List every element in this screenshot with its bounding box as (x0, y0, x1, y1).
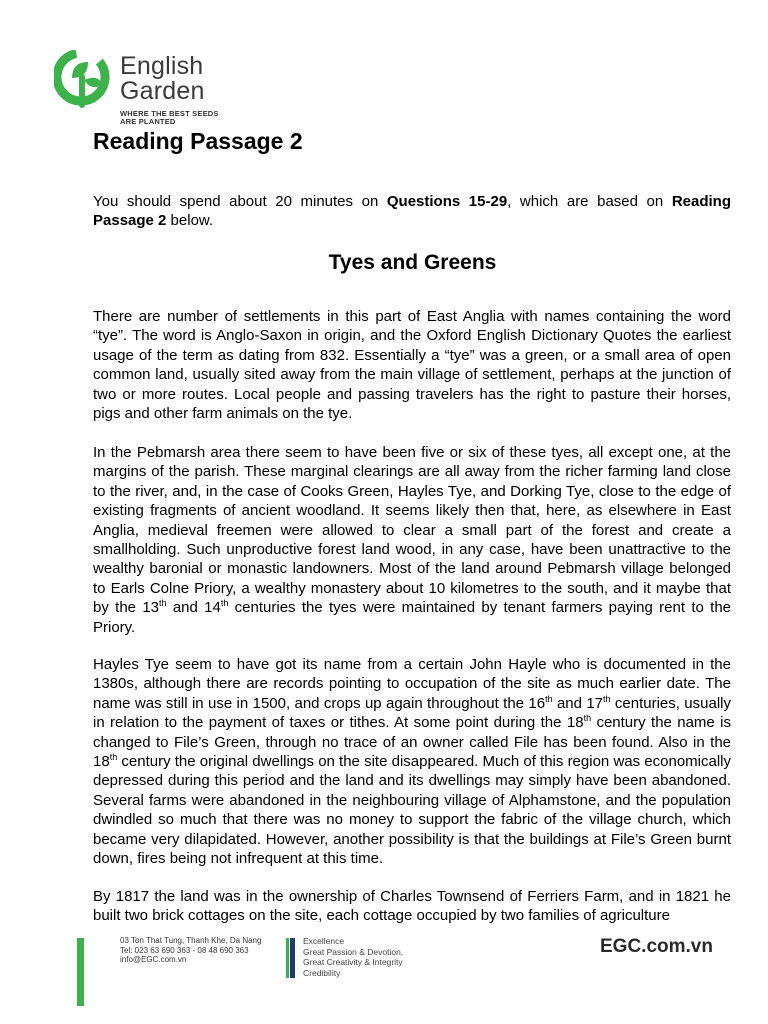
brand-wordmark (120, 54, 219, 126)
paragraph-4: By 1817 the land was in the ownership of Charles Townsend of Ferriers Farm, and in 1821 he built two brick cottages on the site, each cottage occupied by two families of agriculture (93, 888, 731, 925)
footer-accent-bar (77, 938, 84, 1006)
paragraph-2: In the Pebmarsh area there seem to have been five or six of these tyes, all except one, at the margins of the parish. These marginal clearings are all away from the richer farming land close to the river, and, in the case of Cooks Green, Hayles Tye, and Dorking Tye, close to the edge of existing fragments of ancient woodland. It seems likely then that, here, as elsewhere in East Anglia, medieval freemen were allowed to clear a small part of the forest and create a smallholding. Such unproductive forest land wood, in any case, have been unattractive to the wealthy baronial or monastic landowners. Most of the land around Pebmarsh village belonged to Earls Colne Priory, a wealthy monastery about 10 kilometres to the south, and it maybe that by the 13th and 14th centuries the tyes were maintained by tenant farmers paying rent to the Priory. (93, 444, 731, 636)
paragraph-1: There are number of settlements in this part of East Anglia with names containing the word “tye”. The word is Anglo-Saxon in origin, and the Oxford English Dictionary Quotes the earliest usage of the term as dating from 832. Essentially a “tye” was a green, or a small area of open common land, usually sited away from the main village of settlement, perhaps at the junction of two or more routes. Local people and passing travelers has the right to pasture their horses, pigs and other farm animals on the tye. (93, 308, 731, 423)
motto-line-2: Great Passion & Devotion, (303, 946, 404, 957)
motto-line-4: Credibility (303, 967, 341, 978)
brand-line-1: English (120, 52, 204, 80)
brand-line-2: Garden (120, 77, 205, 105)
address-line-2: Tel: 023 63 690 363 - 08 48 690 363 (120, 945, 249, 955)
footer-website: EGC.com.vn (600, 936, 713, 957)
intro-instructions: You should spend about 20 minutes on Questions 15-29, which are based on Reading Passage 2 below. (93, 193, 732, 230)
motto-line-3: Great Creativity & Integrity (303, 957, 403, 967)
address-line-1: 03 Ton That Tung, Thanh Khe, Da Nang (120, 936, 262, 945)
footer-address (120, 936, 261, 965)
paragraph-3: Hayles Tye seem to have got its name from a certain John Hayle who is documented in the 1380s, although there are records pointing to occupation of the site as much earlier date. The name was still in use in 1500, and crops up again throughout the 16th and 17th centuries, usually in relation to the payment of taxes or tithes. At some point during the 18th century the name is changed to File’s Green, through no trace of an owner called File has been found. Also in the 18th century the original dwellings on the site disappeared. Much of this region was economically depressed during this period and the land and its dwellings may simply have been abandoned. Several farms were abandoned in the neighbouring village of Alphamstone, and the population dwindled so much that there was no money to support the fabric of the village church, which became very dilapidated. However, another possibility is that the buildings at File’s Green burnt down, fires being not infrequent at this time. (93, 656, 732, 868)
footer-motto (303, 936, 403, 978)
motto-line-1: Excellence (303, 936, 345, 946)
motto-bar (286, 938, 296, 978)
address-line-3: info@EGC.com.vn (120, 955, 187, 964)
brand-tagline-1: WHERE THE BEST SEEDS (120, 109, 219, 118)
page-title: Reading Passage 2 (93, 128, 303, 154)
brand-tagline-2: ARE PLANTED (120, 117, 176, 126)
english-garden-logo-icon (54, 50, 110, 112)
passage-title: Tyes and Greens (328, 251, 497, 274)
